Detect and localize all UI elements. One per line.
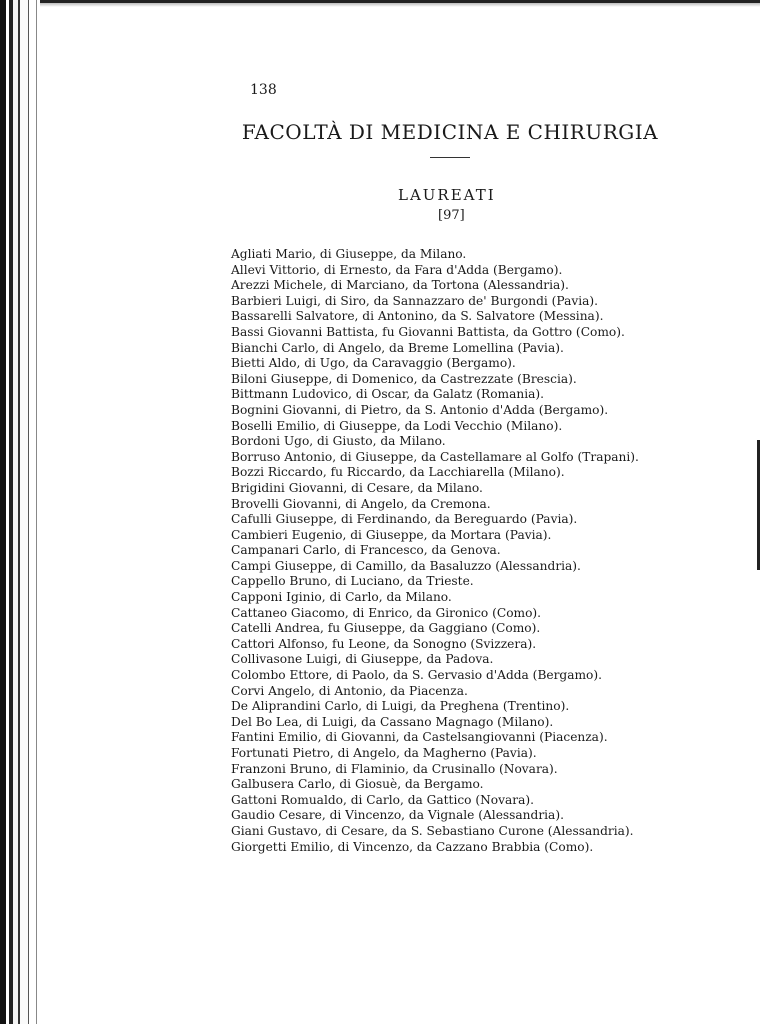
section-heading: LAUREATI: [398, 186, 496, 204]
graduate-entry: Biloni Giuseppe, di Domenico, da Castrezzate (Brescia).: [231, 371, 577, 386]
page-top-edge: [40, 0, 760, 7]
graduate-entry: Cafulli Giuseppe, di Ferdinando, da Bereguardo (Pavia).: [231, 512, 578, 527]
title-divider: [430, 157, 470, 158]
graduate-entry: Brigidini Giovanni, di Cesare, da Milano.: [231, 480, 483, 495]
graduate-entry: Cattaneo Giacomo, di Enrico, da Gironico (Como).: [231, 605, 542, 620]
graduate-entry: Brovelli Giovanni, di Angelo, da Cremona.: [231, 496, 491, 511]
graduate-entry: Corvi Angelo, di Antonio, da Piacenza.: [231, 683, 468, 698]
graduate-entry: Campanari Carlo, di Francesco, da Genova.: [231, 543, 501, 558]
graduate-entry: Cappello Bruno, di Luciano, da Trieste.: [231, 574, 474, 589]
page-number: 138: [250, 82, 277, 98]
graduate-entry: Collivasone Luigi, di Giuseppe, da Padova.: [231, 652, 494, 667]
graduate-entry: Boselli Emilio, di Giuseppe, da Lodi Vecchio (Milano).: [231, 418, 563, 433]
graduate-entry: Franzoni Bruno, di Flaminio, da Crusinallo (Novara).: [231, 761, 558, 776]
graduate-entry: Gaudio Cesare, di Vincenzo, da Vignale (Alessandria).: [231, 808, 564, 823]
graduate-entry: Galbusera Carlo, di Giosuè, da Bergamo.: [231, 777, 484, 792]
graduate-entry: Cattori Alfonso, fu Leone, da Sonogno (Svizzera).: [231, 636, 537, 651]
graduate-entry: Allevi Vittorio, di Ernesto, da Fara d'Adda (Bergamo).: [231, 262, 563, 277]
graduate-entry: De Aliprandini Carlo, di Luigi, da Preghena (Trentino).: [231, 699, 570, 714]
graduate-entry: Bietti Aldo, di Ugo, da Caravaggio (Bergamo).: [231, 356, 516, 371]
book-binding-edge: [0, 0, 46, 1024]
graduates-list: [231, 247, 639, 855]
graduate-entry: Bozzi Riccardo, fu Riccardo, da Lacchiarella (Milano).: [231, 465, 565, 480]
graduate-entry: Gattoni Romualdo, di Carlo, da Gattico (Novara).: [231, 792, 535, 807]
graduate-entry: Arezzi Michele, di Marciano, da Tortona (Alessandria).: [231, 278, 569, 293]
graduate-entry: Bordoni Ugo, di Giusto, da Milano.: [231, 434, 446, 449]
graduate-entry: Campi Giuseppe, di Camillo, da Basaluzzo (Alessandria).: [231, 558, 581, 573]
faculty-title: FACOLTÀ DI MEDICINA E CHIRURGIA: [241, 120, 659, 144]
graduate-entry: Bassi Giovanni Battista, fu Giovanni Battista, da Gottro (Como).: [231, 324, 625, 339]
graduate-entry: Bittmann Ludovico, di Oscar, da Galatz (Romania).: [231, 387, 544, 402]
graduate-entry: Fortunati Pietro, di Angelo, da Magherno (Pavia).: [231, 746, 537, 760]
graduate-entry: Agliati Mario, di Giuseppe, da Milano.: [231, 247, 467, 261]
graduate-entry: Fantini Emilio, di Giovanni, da Castelsangiovanni (Piacenza).: [231, 730, 608, 745]
graduate-entry: Giorgetti Emilio, di Vincenzo, da Cazzano Brabbia (Como).: [231, 839, 594, 854]
graduate-entry: Bassarelli Salvatore, di Antonino, da S. Salvatore (Messina).: [231, 309, 604, 324]
graduate-entry: Barbieri Luigi, di Siro, da Sannazzaro de' Burgondi (Pavia).: [231, 293, 599, 308]
graduate-entry: Giani Gustavo, di Cesare, da S. Sebastiano Curone (Alessandria).: [231, 823, 634, 838]
graduate-count: [97]: [438, 208, 465, 223]
graduate-entry: Borruso Antonio, di Giuseppe, da Castellamare al Golfo (Trapani).: [231, 449, 639, 464]
graduate-entry: Capponi Iginio, di Carlo, da Milano.: [231, 590, 452, 605]
graduate-entry: Bognini Giovanni, di Pietro, da S. Antonio d'Adda (Bergamo).: [231, 402, 609, 417]
graduate-entry: Cambieri Eugenio, di Giuseppe, da Mortara (Pavia).: [231, 527, 552, 542]
graduate-entry: Bianchi Carlo, di Angelo, da Breme Lomellina (Pavia).: [231, 340, 564, 355]
graduate-entry: Catelli Andrea, fu Giuseppe, da Gaggiano (Como).: [231, 621, 541, 636]
graduate-entry: Colombo Ettore, di Paolo, da S. Gervasio d'Adda (Bergamo).: [231, 668, 603, 683]
graduate-entry: Del Bo Lea, di Luigi, da Cassano Magnago (Milano).: [231, 714, 554, 729]
